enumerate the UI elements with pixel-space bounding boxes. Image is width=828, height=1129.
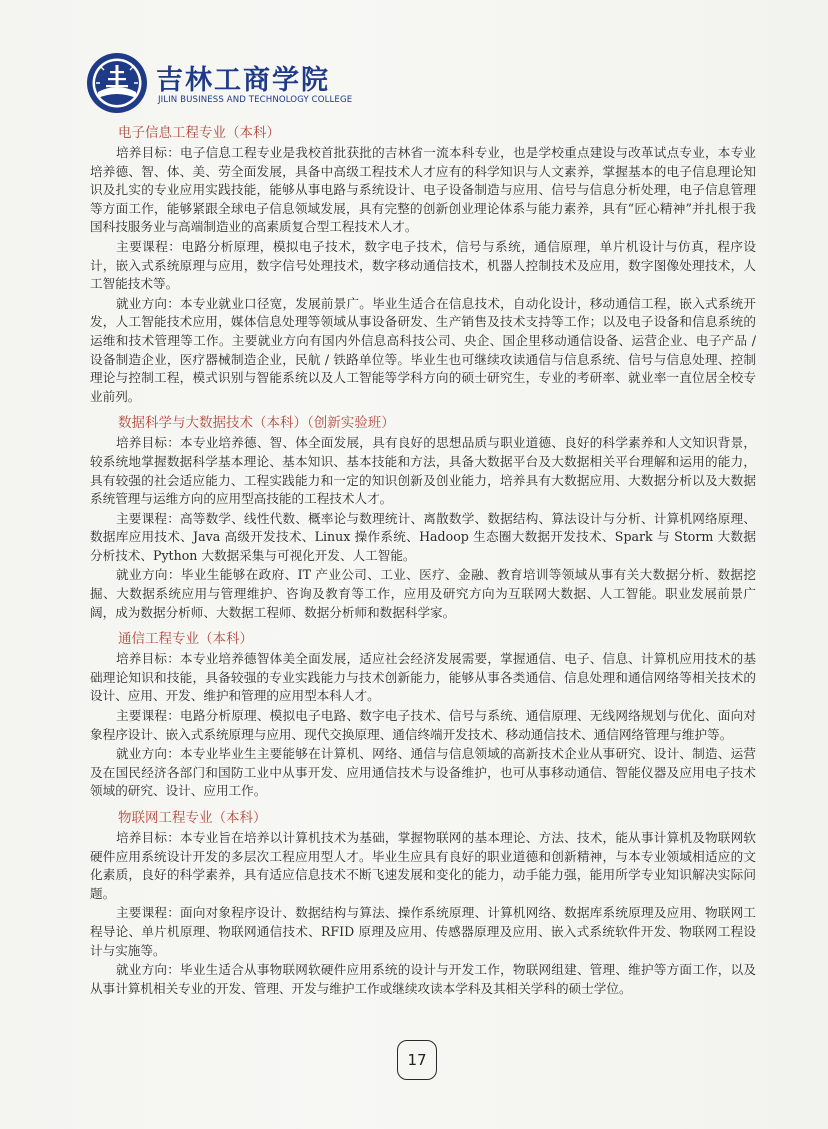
paragraph: 主要课程：电路分析原理、模拟电子电路、数字电子技术、信号与系统、通信原理、无线网络规划与优化、面向对象程序设计、嵌入式系统原理与应用、现代交换原理、通信终端开发技术、移动通信技术、通信网络管理与维护等。 [90, 708, 756, 742]
section-title: 数据科学与大数据技术（本科）（创新实验班） [118, 415, 395, 432]
school-name: 吉林工商学院 [156, 65, 330, 96]
major-section [90, 807, 756, 998]
paragraph: 就业方向：本专业就业口径宽，发展前景广。毕业生适合在信息技术，自动化设计，移动通信工程，嵌入式系统开发，人工智能技术应用，媒体信息处理等领域从事设备研发、生产销售及技术支持等工作；以及电子设备和信息系统的运维和技术管理等工作。主要就业方向有国内外信息高科技公司、央企、国企里移动通信设备、运营企业、电子产品 / 设备制造企业，医疗器械制造企业，民航 / 铁路单位等。毕业生也可继续攻读通信与信息系统、信号与信息处理、控制理论与控制工程，模式识别与智能系统以及人工智能等学科方向的硕士研究生，专业的考研率、就业率一直位居全校专业前列。 [90, 295, 756, 404]
paragraph: 培养目标：电子信息工程专业是我校首批获批的吉林省一流本科专业，也是学校重点建设与改革试点专业，本专业培养德、智、体、美、劳全面发展，具备中高级工程技术人才应有的科学知识与人文素养，掌握基本的电子信息理论知识及扎实的专业应用实践技能，能够从事电路与系统设计、电子设备制造与应用、信号与信息分析处理，电子信息管理等方面工作，能够紧跟全球电子信息领域发展，具有完整的创新创业理论体系与能力素养，具有“匠心精神”并扎根于我国科技服务业与高端制造业的高素质复合型工程技术人才。 [90, 145, 756, 235]
college-seal-logo [86, 52, 148, 114]
paragraph: 培养目标：本专业旨在培养以计算机技术为基础，掌握物联网的基本理论、方法、技术，能从事计算机及物联网软硬件应用系统设计开发的多层次工程应用型人才。毕业生应具有良好的职业道德和创新精神，与本专业领域相适应的文化素质，良好的科学素养，具有适应信息技术不断飞速发展和变化的能力，动手能力强，能用所学专业知识解决实际问题。 [90, 830, 756, 901]
paragraph: 培养目标：本专业培养德、智、体全面发展，具有良好的思想品质与职业道德、良好的科学素养和人文知识背景，较系统地掌握数据科学基本理论、基本知识、基本技能和方法，具备大数据平台及大数据相关平台理解和运用的能力，具有较强的社会适应能力、工程实践能力和一定的知识创新及创业能力，培养具有大数据应用、大数据分析以及大数据系统管理与运维方向的应用型高技能的工程技术人才。 [90, 435, 756, 507]
paragraph: 就业方向：毕业生适合从事物联网软硬件应用系统的设计与开发工作，物联网组建、管理、维护等方面工作，以及从事计算机相关专业的开发、管理、开发与维护工作或继续攻读本学科及其相关学科的硕士学位。 [90, 962, 756, 996]
section-title: 电子信息工程专业（本科） [118, 125, 280, 141]
major-section [90, 628, 756, 801]
major-descriptions [90, 122, 756, 1004]
paragraph: 主要课程：高等数学、线性代数、概率论与数理统计、离散数学、数据结构、算法设计与分析、计算机网络原理、数据库应用技术、Java 高级开发技术、Linux 操作系统、Hadoop 生态圈大数据开发技术、Spark 与 Storm 大数据分析技术、Python 大数据采集与可视化开发、人工智能。 [90, 510, 756, 563]
school-name-en: JILIN BUSINESS AND TECHNOLOGY COLLEGE [158, 95, 353, 105]
paragraph: 就业方向：本专业毕业生主要能够在计算机、网络、通信与信息领域的高新技术企业从事研究、设计、制造、运营及在国民经济各部门和国防工业中从事开发、应用通信技术与设备维护，也可从事移动通信、智能仪器及应用电子技术领域的研究、设计、应用工作。 [90, 746, 756, 799]
paragraph: 主要课程：电路分析原理，模拟电子技术，数字电子技术，信号与系统，通信原理，单片机设计与仿真，程序设计，嵌入式系统原理与应用，数字信号处理技术，数字移动通信技术，机器人控制技术及应用，数字图像处理技术，人工智能技术等。 [90, 238, 756, 292]
page-header [86, 52, 386, 118]
paragraph: 就业方向：毕业生能够在政府、IT 产业公司、工业、医疗、金融、教育培训等领域从事有关大数据分析、数据挖掘、大数据系统应用与管理维护、咨询及教育等工作，应用及研究方向为互联网大数据、人工智能。职业发展前景广阔，成为数据分析师、大数据工程师、数据分析师和数据科学家。 [90, 567, 756, 620]
major-section [90, 122, 756, 406]
major-section [90, 412, 756, 622]
page-number: 17 [397, 1040, 437, 1080]
paragraph: 主要课程：面向对象程序设计、数据结构与算法、操作系统原理、计算机网络、数据库系统原理及应用、物联网工程导论、单片机原理、物联网通信技术、RFID 原理及应用、传感器原理及应用、嵌入式系统软件开发、物联网工程设计与实施等。 [90, 905, 756, 958]
section-title: 物联网工程专业（本科） [118, 810, 267, 826]
paragraph: 培养目标：本专业培养德智体美全面发展，适应社会经济发展需要，掌握通信、电子、信息、计算机应用技术的基础理论知识和技能，具备较强的专业实践能力与技术创新能力，能够从事各类通信、信息处理和通信网络等相关技术的设计、应用、开发、维护和管理的应用型本科人才。 [90, 651, 756, 704]
section-title: 通信工程专业（本科） [118, 631, 253, 648]
